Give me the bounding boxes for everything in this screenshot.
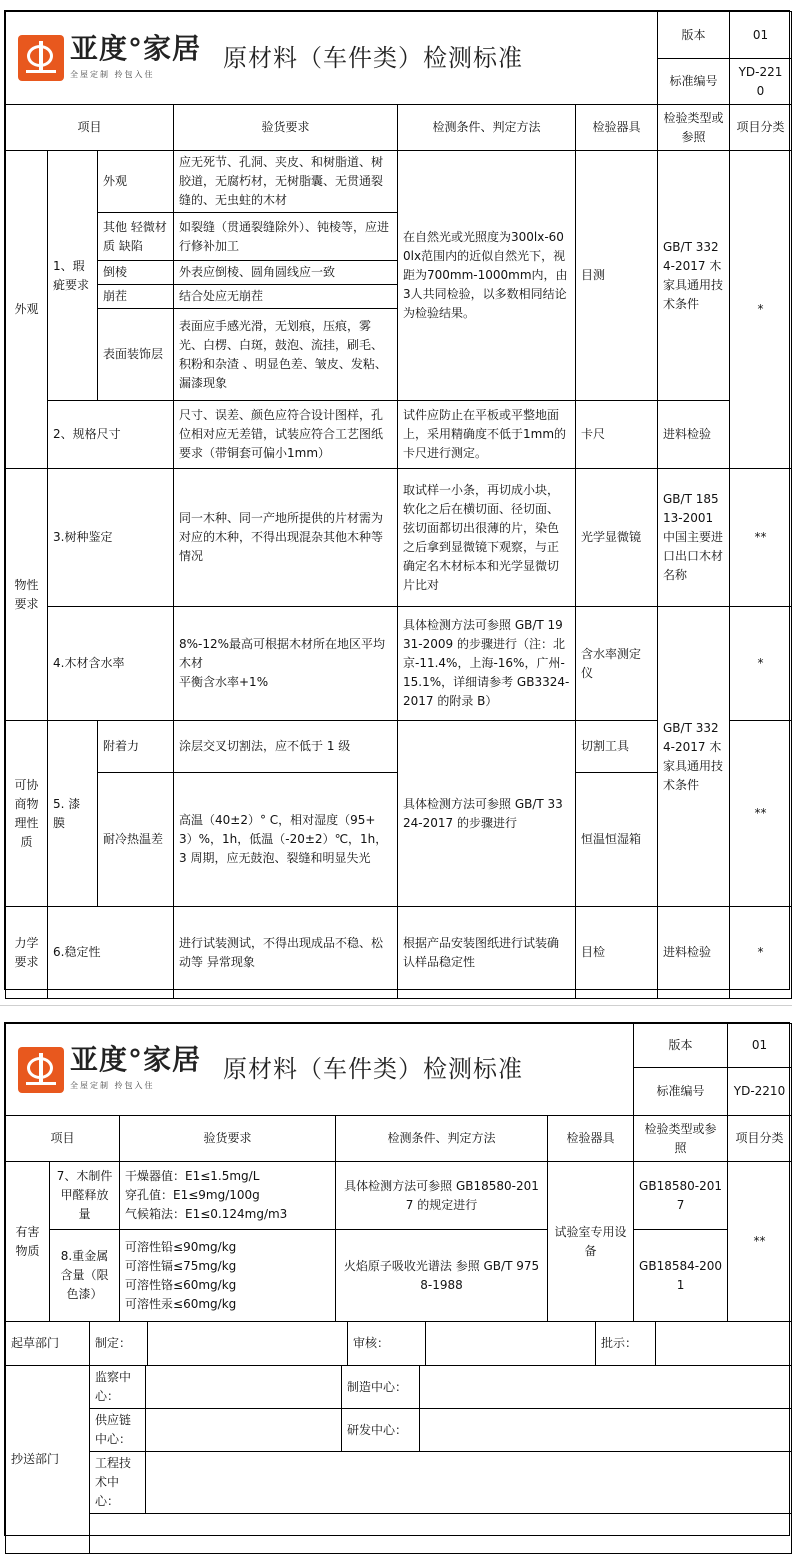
species-class: ** [730,469,792,607]
document-title: 原材料（车件类）检测标准 [223,1055,524,1083]
header-type: 检验类型或参照 [658,105,730,151]
brand-name: 亚度°家居 [70,1043,202,1076]
approve-label: 批示： [596,1322,656,1366]
made-label: 制定： [90,1322,148,1366]
document-title: 原材料（车件类）检测标准 [223,43,524,72]
group-physical: 物性要求 [6,469,48,721]
lab-tool: 试验室专用设备 [548,1162,634,1322]
review-signature-field[interactable] [426,1322,596,1366]
mfg-field[interactable] [420,1366,792,1409]
page2-main-table [5,1115,792,1322]
brand-tagline: 全屋定制 拎包入住 [70,69,155,79]
species-item: 3.树种鉴定 [48,469,174,607]
metal-reference: GB18584-2001 [634,1230,728,1322]
brand-logo-icon [18,1047,64,1093]
header-requirement: 验货要求 [174,105,398,151]
stability-type: 进料检验 [658,907,730,999]
audit-field[interactable] [146,1366,342,1409]
header-class: 项目分类 [730,105,792,151]
group-appearance: 外观 [6,151,48,469]
heat-tool: 恒温恒湿箱 [576,773,658,907]
code-value: YD-2210 [730,59,792,105]
requirement-cell: 外表应倒棱、圆角圆线应一致 [174,261,398,285]
review-label: 审核： [348,1322,426,1366]
formaldehyde-condition: 具体检测方法可参照 GB18580-2017 的规定进行 [336,1162,548,1230]
metal-req-line: 可溶性铬≤60mg/kg [125,1277,237,1292]
code-value: YD-2210 [728,1068,792,1116]
formaldehyde-req-line: 干燥器值：E1≤1.5mg/L [125,1169,260,1183]
eng-field[interactable] [146,1452,792,1514]
adhesion-sub: 附着力 [98,721,174,773]
version-value: 01 [730,12,792,59]
signoff-table-2 [5,1365,792,1554]
supply-field[interactable] [146,1409,342,1452]
copy-dept-label: 抄送部门 [6,1366,90,1554]
species-tool: 光学显微镜 [576,469,658,607]
metal-req-line: 可溶性铅≤90mg/kg [125,1239,237,1254]
code-label: 标准编号 [658,59,730,105]
size-requirement: 尺寸、误差、颜色应符合设计图样，孔位相对应无差错，试装应符合工艺图纸要求（带铜套可偏小1mm） [174,401,398,469]
eng-label: 工程技术中心： [90,1452,146,1514]
title-block [6,12,658,105]
requirement-cell: 结合处应无崩茬 [174,285,398,309]
stability-requirement: 进行试装测试，不得出现成品不稳、松动等 异常现象 [174,907,398,999]
document-page-2 [4,1022,790,1536]
moisture-tool: 含水率测定仪 [576,607,658,721]
header-tool: 检验器具 [576,105,658,151]
heat-requirement: 高温（40±2）° C，相对湿度（95+3）%，1h，低温（-20±2）℃，1h，3 周期，应无鼓泡、裂缝和明显失光 [174,773,398,907]
metal-item: 8.重金属含量（限色漆） [50,1230,120,1322]
header-class: 项目分类 [728,1116,792,1162]
moisture-requirement: 8%-12%最高可根据木材所在地区平均木材 平衡含水率+1% [174,607,398,721]
version-label: 版本 [658,12,730,59]
metal-condition: 火焰原子吸收光谱法 参照 GB/T 9758-1988 [336,1230,548,1322]
copy-extra-field[interactable] [90,1514,792,1554]
sub-item: 外观 [98,151,174,213]
formaldehyde-req-line: 穿孔值：E1≤9mg/100g [125,1188,260,1202]
class-cell: * [730,151,792,469]
species-reference: GB/T 18513-2001 中国主要进口出口木材名称 [658,469,730,607]
rnd-label: 研发中心： [342,1409,420,1452]
stability-tool: 目检 [576,907,658,999]
rnd-field[interactable] [420,1409,792,1452]
page1-header-table [5,11,792,105]
supply-label: 供应链中心： [90,1409,146,1452]
formaldehyde-requirement [120,1162,336,1230]
condition-cell: 在自然光或光照度为300lx-600lx范围内的近似自然光下，视距为700mm-1000mm内，由3人共同检验，以多数相同结论为检验结果。 [398,151,576,401]
formaldehyde-item: 7、木制件甲醛释放量 [50,1162,120,1230]
stability-class: * [730,907,792,999]
title-block [6,1024,634,1116]
brand-name: 亚度°家居 [70,31,202,65]
metal-requirement [120,1230,336,1322]
stability-condition: 根据产品安装图纸进行试装确认样品稳定性 [398,907,576,999]
page2-header-table [5,1023,792,1116]
species-condition: 取试样一小条，再切成小块，软化之后在横切面、径切面、弦切面都切出很薄的片，染色之后拿到显微镜下观察，与正确定名木材标本和光学显微切片比对 [398,469,576,607]
header-condition: 检测条件、判定方法 [336,1116,548,1162]
sub-item: 崩茬 [98,285,174,309]
sub-item: 其他 轻微材质 缺陷 [98,213,174,261]
metal-req-line: 可溶性汞≤60mg/kg [125,1296,237,1311]
header-item: 项目 [6,1116,120,1162]
sub-item: 倒棱 [98,261,174,285]
moisture-condition: 具体检测方法可参照 GB/T 1931-2009 的步骤进行（注：北京-11.4%，上海-16%，广州-15.1%，详细请参考 GB3324-2017 的附录 B） [398,607,576,721]
brand-logo-icon [18,35,64,81]
header-requirement: 验货要求 [120,1116,336,1162]
page-separator [0,1005,792,1006]
size-item: 2、规格尺寸 [48,401,174,469]
reference-cell: GB/T 3324-2017 木家具通用技术条件 [658,151,730,401]
page1-main-table [5,104,792,999]
group-hazardous: 有害物质 [6,1162,50,1322]
requirement-cell: 应无死节、孔洞、夹皮、和树脂道、树胶道，无腐朽材，无树脂囊、无贯通裂缝的、无虫蛀的木材 [174,151,398,213]
tool-cell: 目测 [576,151,658,401]
hazard-class: ** [728,1162,792,1322]
heat-sub: 耐冷热温差 [98,773,174,907]
requirement-cell: 表面应手感光滑，无划痕，压痕，雾光、白楞、白斑，鼓泡、流挂，刷毛、积粉和杂渣 、明显色差、皱皮、发粘、漏漆现象 [174,309,398,401]
mfg-label: 制造中心： [342,1366,420,1409]
coating-condition: 具体检测方法可参照 GB/T 3324-2017 的步骤进行 [398,721,576,907]
document-page-1 [4,10,790,990]
size-condition: 试件应防止在平板或平整地面上，采用精确度不低于1mm的卡尺进行测定。 [398,401,576,469]
group-mechanical: 力学要求 [6,907,48,999]
coating-class: ** [730,721,792,907]
brand-tagline: 全屋定制 拎包入住 [70,1081,155,1090]
header-condition: 检测条件、判定方法 [398,105,576,151]
stability-item: 6.稳定性 [48,907,174,999]
header-tool: 检验器具 [548,1116,634,1162]
coating-reference: GB/T 3324-2017 木家具通用技术条件 [658,607,730,907]
header-type: 检验类型或参照 [634,1116,728,1162]
version-value: 01 [728,1024,792,1068]
size-type: 进料检验 [658,401,730,469]
coating-item: 5. 漆膜 [48,721,98,907]
made-signature-field[interactable] [148,1322,348,1366]
adhesion-requirement: 涂层交叉切割法，应不低于 1 级 [174,721,398,773]
approve-signature-field[interactable] [656,1322,792,1366]
defect-item: 1、瑕疵要求 [48,151,98,401]
adhesion-tool: 切割工具 [576,721,658,773]
group-coating: 可协商物理性质 [6,721,48,907]
version-label: 版本 [634,1024,728,1068]
signoff-table-1 [5,1321,792,1366]
header-item: 项目 [6,105,174,151]
metal-req-line: 可溶性镉≤75mg/kg [125,1258,237,1273]
moisture-item: 4.木材含水率 [48,607,174,721]
moisture-class: * [730,607,792,721]
species-requirement: 同一木种、同一产地所提供的片材需为对应的木种，不得出现混杂其他木种等情况 [174,469,398,607]
formaldehyde-req-line: 气候箱法：E1≤0.124mg/m3 [125,1207,288,1221]
code-label: 标准编号 [634,1068,728,1116]
requirement-cell: 如裂缝（贯通裂缝除外）、钝棱等，应进行修补加工 [174,213,398,261]
formaldehyde-reference: GB18580-2017 [634,1162,728,1230]
sub-item: 表面装饰层 [98,309,174,401]
size-tool: 卡尺 [576,401,658,469]
audit-label: 监察中心： [90,1366,146,1409]
draft-dept-label: 起草部门 [6,1322,90,1366]
